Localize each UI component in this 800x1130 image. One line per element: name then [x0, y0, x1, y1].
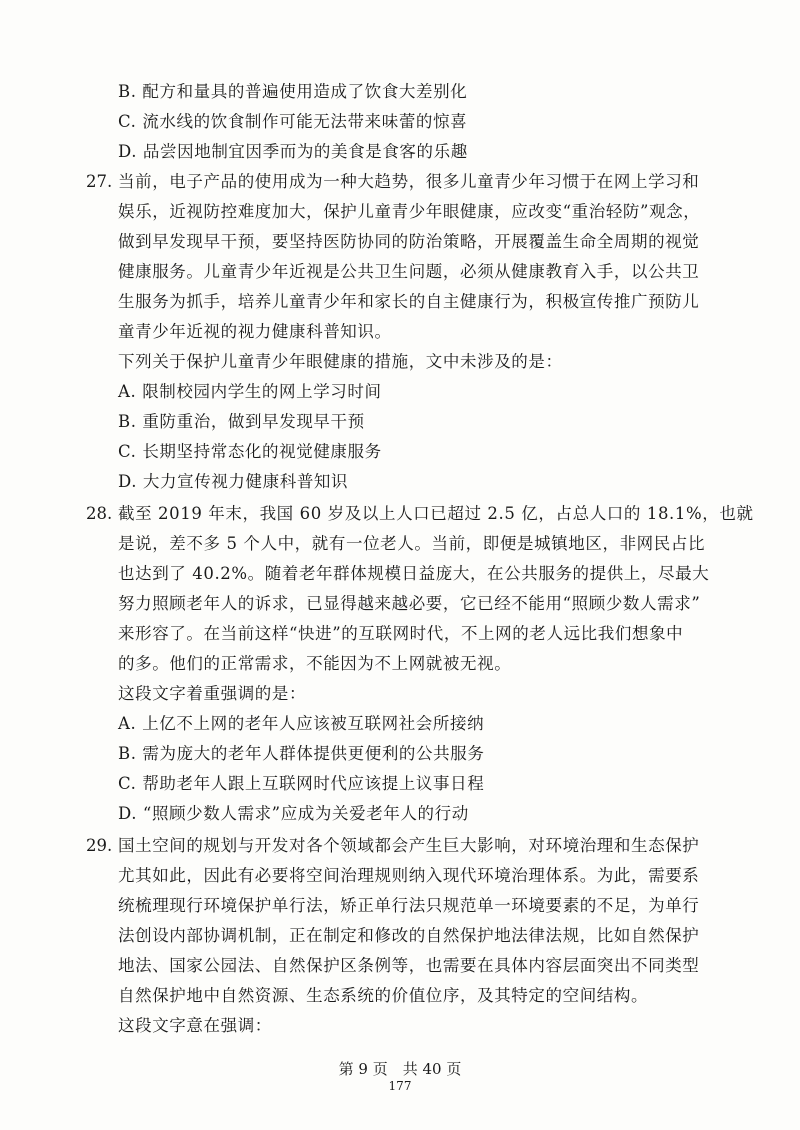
page-number: 177	[388, 1079, 412, 1093]
q29-passage-line: 自然保护地中自然资源、生态系统的价值位序，及其特定的空间结构。	[118, 986, 649, 1005]
q27-passage-line: 生服务为抓手，培养儿童青少年和家长的自主健康行为，积极宣传推广预防儿	[118, 292, 700, 311]
q28-passage-line: 的多。他们的正常需求，不能因为不上网就被无视。	[118, 654, 512, 673]
q27-passage-line: 当前，电子产品的使用成为一种大趋势，很多儿童青少年习惯于在网上学习和	[118, 172, 700, 191]
q28-passage-line: 截至 2019 年末，我国 60 岁及以上人口已超过 2.5 亿，占总人口的 18.1%，也就	[118, 504, 754, 523]
q28-passage-line: 也达到了 40.2%。随着老年群体规模日益庞大，在公共服务的提供上，尽最大	[118, 564, 710, 583]
q27-passage-line: 健康服务。儿童青少年近视是公共卫生问题，必须从健康教育入手，以公共卫	[118, 262, 700, 281]
q29-passage-line: 法创设内部协调机制，正在制定和修改的自然保护地法律法规，比如自然保护	[118, 926, 700, 945]
q28-passage-line: 努力照顾老年人的诉求，已显得越来越必要，它已经不能用“照顾少数人需求”	[118, 594, 701, 613]
q27-option-c: C. 长期坚持常态化的视觉健康服务	[118, 442, 382, 461]
q28-option-c: C. 帮助老年人跟上互联网时代应该提上议事日程	[118, 774, 485, 793]
q26-option-d: D. 品尝因地制宜因季而为的美食是食客的乐趣	[118, 142, 468, 161]
q28-option-d: D. “照顾少数人需求”应成为关爱老年人的行动	[118, 804, 469, 823]
q28-option-a: A. 上亿不上网的老年人应该被互联网社会所接纳	[118, 714, 485, 733]
q27-option-a: A. 限制校园内学生的网上学习时间	[118, 382, 382, 401]
q27-option-d: D. 大力宣传视力健康科普知识	[118, 472, 349, 491]
q28-question: 这段文字着重强调的是：	[118, 684, 307, 703]
q27-question: 下列关于保护儿童青少年眼健康的措施，文中未涉及的是：	[118, 352, 563, 371]
q29-passage-line: 地法、国家公园法、自然保护区条例等，也需要在具体内容层面突出不同类型	[118, 956, 700, 975]
q27-passage-line: 娱乐，近视防控难度加大，保护儿童青少年眼健康，应改变“重治轻防”观念，	[118, 202, 701, 221]
q26-option-c: C. 流水线的饮食制作可能无法带来味蕾的惊喜	[118, 112, 468, 131]
q29-passage-line: 统梳理现行环境保护单行法，矫正单行法只规范单一环境要素的不足，为单行	[118, 896, 700, 915]
q27-passage-line: 做到早发现早干预，要坚持医防协同的防治策略，开展覆盖生命全周期的视觉	[118, 232, 700, 251]
q27-passage-line: 童青少年近视的视力健康科普知识。	[118, 322, 392, 341]
q29-passage-line: 国土空间的规划与开发对各个领域都会产生巨大影响，对环境治理和生态保护	[118, 836, 700, 855]
q28-number: 28.	[86, 504, 113, 523]
q29-question: 这段文字意在强调：	[118, 1016, 272, 1035]
page-footer-label: 第 9 页 共 40 页	[338, 1060, 462, 1078]
q28-passage-line: 来形容了。在当前这样“快进”的互联网时代，不上网的老人远比我们想象中	[118, 624, 684, 643]
q28-passage-line: 是说，差不多 5 个人中，就有一位老人。当前，即便是城镇地区，非网民占比	[118, 534, 706, 553]
q27-number: 27.	[86, 172, 113, 191]
q27-option-b: B. 重防重治，做到早发现早干预	[118, 412, 365, 431]
q29-number: 29.	[86, 836, 113, 855]
q28-option-b: B. 需为庞大的老年人群体提供更便利的公共服务	[118, 744, 485, 763]
q26-option-b: B. 配方和量具的普遍使用造成了饮食大差别化	[118, 82, 468, 101]
q29-passage-line: 尤其如此，因此有必要将空间治理规则纳入现代环境治理体系。为此，需要系	[118, 866, 700, 885]
